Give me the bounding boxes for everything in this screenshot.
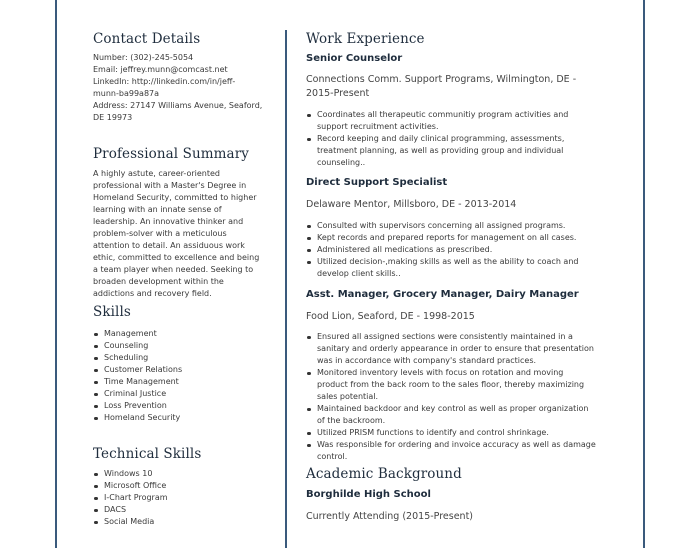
job-meta xyxy=(306,310,626,324)
job-title: Direct Support Specialist xyxy=(306,177,448,188)
contact-line: LinkedIn: http://linkedin.com/in/jeff- xyxy=(93,77,236,86)
contact-line: Address: 27147 Williams Avenue, Seaford, xyxy=(93,101,263,110)
job-meta-line: Connections Comm. Support Programs, Wilmington, DE - xyxy=(306,74,577,85)
bullet-line: product from the back room to the sales floor, thereby maximizing xyxy=(317,380,585,389)
right-column xyxy=(306,30,626,524)
job-bullet xyxy=(306,367,626,403)
page-border-right xyxy=(643,0,645,548)
job-bullet xyxy=(306,427,626,439)
school-name: Borghilde High School xyxy=(306,489,431,500)
column-divider xyxy=(285,30,287,548)
job-bullet xyxy=(306,256,626,280)
contact-line: Email: jeffrey.munn@comcast.net xyxy=(93,65,228,74)
job-bullets xyxy=(306,331,626,463)
summary-text xyxy=(93,168,273,300)
bullet-line: treatment planning, as well as providing group and individual xyxy=(317,146,564,155)
job-meta xyxy=(306,73,626,101)
skill-item: Customer Relations xyxy=(93,364,273,376)
summary-line: learning with an innate sense of xyxy=(93,205,222,214)
job-bullets xyxy=(306,220,626,280)
job-bullets xyxy=(306,109,626,169)
job-bullet xyxy=(306,439,626,463)
summary-line: a team player when needed. Seeking to xyxy=(93,265,254,274)
technical-skills-list xyxy=(93,468,273,528)
summary-line: Homeland Security, committed to higher xyxy=(93,193,257,202)
technical-skill-item: Social Media xyxy=(93,516,273,528)
summary-heading: Professional Summary xyxy=(93,146,249,162)
bullet-line: control. xyxy=(317,452,348,461)
job-bullet xyxy=(306,220,626,232)
technical-skill-item: DACS xyxy=(93,504,273,516)
skill-item: Time Management xyxy=(93,376,273,388)
bullet-line: of the backroom. xyxy=(317,416,386,425)
bullet-line: Coordinates all therapeutic communitiy program activities and xyxy=(317,110,569,119)
job-bullet xyxy=(306,109,626,133)
contact-line: munn-ba99a87a xyxy=(93,89,160,98)
technical-skills-heading: Technical Skills xyxy=(93,446,202,462)
summary-line: broaden development within the xyxy=(93,277,224,286)
bullet-line: Record keeping and daily clinical programming, assessments, xyxy=(317,134,565,143)
bullet-line: support recruitment activities. xyxy=(317,122,439,131)
work-experience-heading: Work Experience xyxy=(306,31,425,47)
skill-item: Counseling xyxy=(93,340,273,352)
bullet-line: Ensured all assigned sections were consistently maintained in a xyxy=(317,332,573,341)
job-bullet xyxy=(306,403,626,427)
skill-item: Scheduling xyxy=(93,352,273,364)
skill-item: Management xyxy=(93,328,273,340)
job-meta-line: 2015-Present xyxy=(306,88,370,99)
contact-details xyxy=(93,52,273,124)
bullet-line: Utilized decision-,making skills as well as the ability to coach and xyxy=(317,257,579,266)
left-column xyxy=(93,30,273,528)
bullet-line: Administered all medications as prescribed. xyxy=(317,245,493,254)
skills-heading: Skills xyxy=(93,304,131,320)
bullet-line: Consulted with supervisors concerning all assigned programs. xyxy=(317,221,566,230)
bullet-line: Monitored inventory levels with focus on rotation and moving xyxy=(317,368,564,377)
bullet-line: sales potential. xyxy=(317,392,379,401)
summary-line: professional with a Master's Degree in xyxy=(93,181,247,190)
job-meta xyxy=(306,198,626,212)
skill-item: Homeland Security xyxy=(93,412,273,424)
bullet-line: counseling.. xyxy=(317,158,366,167)
contact-heading: Contact Details xyxy=(93,31,201,47)
job-bullet xyxy=(306,232,626,244)
bullet-line: was in accordance with company's standard practices. xyxy=(317,356,537,365)
technical-skill-item: I-Chart Program xyxy=(93,492,273,504)
job-title: Asst. Manager, Grocery Manager, Dairy Manager xyxy=(306,289,579,300)
technical-skill-item: Microsoft Office xyxy=(93,480,273,492)
bullet-line: Utilized PRISM functions to identify and control shrinkage. xyxy=(317,428,549,437)
school-status: Currently Attending (2015-Present) xyxy=(306,511,474,522)
page-border-left xyxy=(55,0,57,548)
academic-heading: Academic Background xyxy=(306,466,462,482)
summary-line: A highly astute, career-oriented xyxy=(93,169,220,178)
summary-line: addictions and recovery field. xyxy=(93,289,212,298)
bullet-line: Was responsible for ordering and invoice accuracy as well as damage xyxy=(317,440,596,449)
job-bullet xyxy=(306,244,626,256)
skills-list xyxy=(93,328,273,424)
contact-line: DE 19973 xyxy=(93,113,133,122)
skill-item: Criminal Justice xyxy=(93,388,273,400)
bullet-line: develop client skills.. xyxy=(317,269,401,278)
job-meta-line: Delaware Mentor, Millsboro, DE - 2013-2014 xyxy=(306,199,517,210)
job-bullet xyxy=(306,331,626,367)
summary-line: problem-solver with a meticulous xyxy=(93,229,227,238)
summary-line: leadership. An innovative thinker and xyxy=(93,217,244,226)
bullet-line: sanitary and orderly appearance in order to ensure that presentation xyxy=(317,344,594,353)
skill-item: Loss Prevention xyxy=(93,400,273,412)
bullet-line: Maintained backdoor and key control as well as proper organization xyxy=(317,404,589,413)
job-bullet xyxy=(306,133,626,169)
summary-line: ethic, committed to excellence and being xyxy=(93,253,260,262)
bullet-line: Kept records and prepared reports for management on all cases. xyxy=(317,233,577,242)
job-meta-line: Food Lion, Seaford, DE - 1998-2015 xyxy=(306,311,475,322)
job-title: Senior Counselor xyxy=(306,53,403,64)
technical-skill-item: Windows 10 xyxy=(93,468,273,480)
summary-line: attention to detail. An assiduous work xyxy=(93,241,245,250)
contact-line: Number: (302)-245-5054 xyxy=(93,53,194,62)
